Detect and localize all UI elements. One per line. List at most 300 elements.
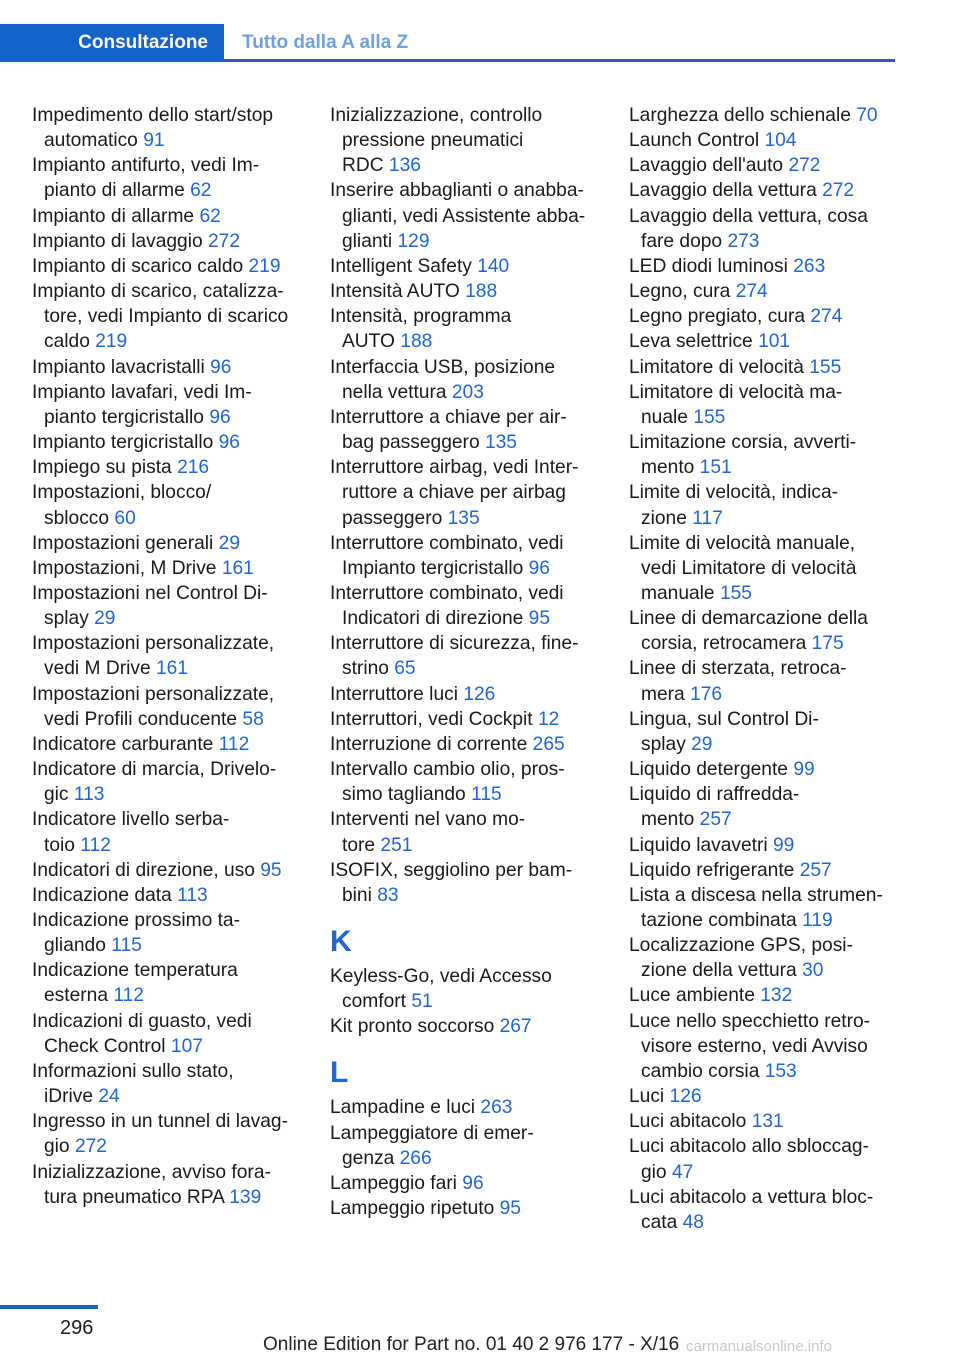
index-entry-text: splay <box>641 733 686 755</box>
index-entry-text: comfort <box>342 991 406 1013</box>
index-entry-text: Interfaccia USB, posizione <box>330 356 556 378</box>
page-link[interactable]: 99 <box>793 759 815 781</box>
index-entry-continuation <box>330 656 615 681</box>
index-entry-text: corsia, retrocamera <box>641 633 807 655</box>
page-link[interactable]: 272 <box>822 180 855 202</box>
index-entry <box>629 983 919 1008</box>
header-rule <box>224 59 895 62</box>
index-entry-text: glianti, vedi Assistente abba- <box>342 205 586 227</box>
index-entry-continuation <box>629 682 919 707</box>
index-entry <box>629 782 919 807</box>
index-entry <box>330 1196 615 1221</box>
index-entry-text: Indicazione prossimo ta- <box>32 910 240 931</box>
index-entry-text: Check Control <box>44 1035 166 1057</box>
index-column-2 <box>330 103 615 1221</box>
section-tab-consultazione[interactable]: Consultazione <box>0 24 224 62</box>
page-link[interactable]: 83 <box>377 884 399 906</box>
index-entry-text: Kit pronto soccorso <box>330 1016 495 1038</box>
index-entry-text: Linee di demarcazione della <box>629 608 868 630</box>
index-entry-text: Legno pregiato, cura <box>629 306 806 328</box>
index-entry-text: Lavaggio dell'auto <box>629 155 784 177</box>
index-entry-continuation <box>330 556 615 581</box>
index-entry <box>629 858 919 883</box>
page-link[interactable]: 112 <box>218 733 250 755</box>
page-link[interactable]: 62 <box>190 180 212 202</box>
index-entry <box>32 279 312 304</box>
index-entry-text: Indicazione data <box>32 884 172 906</box>
page-link[interactable]: 272 <box>74 1136 107 1158</box>
index-entry <box>32 631 312 656</box>
page-header <box>0 24 895 62</box>
index-entry <box>32 682 312 707</box>
index-entry <box>330 757 615 782</box>
index-letter-heading: L <box>330 1056 349 1090</box>
index-entry <box>32 430 312 455</box>
index-entry-text: tore <box>342 834 376 856</box>
index-entry-text: gio <box>641 1161 667 1183</box>
index-entry-text: Interruttori, vedi Cockpit <box>330 708 533 730</box>
page-link[interactable]: 219 <box>248 255 281 277</box>
index-entry-continuation <box>32 933 312 958</box>
index-entry <box>330 631 615 656</box>
page-link[interactable]: 251 <box>380 834 413 856</box>
index-entry-continuation <box>330 329 615 354</box>
page-link[interactable]: 65 <box>394 658 416 680</box>
index-entry-text: Interruttore luci <box>330 683 458 705</box>
index-entry <box>330 1121 615 1146</box>
index-entry-text: Localizzazione GPS, posi- <box>629 935 853 957</box>
index-entry <box>629 204 919 229</box>
section-tab-tutto-dalla-a-alla-z[interactable]: Tutto dalla A alla Z <box>242 32 409 53</box>
index-entry-continuation <box>330 606 615 631</box>
index-entry-text: Impostazioni generali <box>32 532 214 554</box>
page-link[interactable]: 48 <box>682 1211 704 1233</box>
page-link[interactable]: 96 <box>462 1172 484 1194</box>
edition-note: Online Edition for Part no. 01 40 2 976 177 - X/16 <box>263 1334 680 1355</box>
page-link[interactable]: 153 <box>764 1060 797 1082</box>
index-entry <box>330 405 615 430</box>
index-entry <box>32 355 312 380</box>
index-entry <box>32 229 312 254</box>
page-link[interactable]: 274 <box>735 281 768 303</box>
page-link[interactable]: 51 <box>411 991 433 1013</box>
index-entry-text: Interruttore combinato, vedi <box>330 532 564 554</box>
index-entry-text: Limite di velocità manuale, <box>629 532 856 554</box>
index-entry-text: Inizializzazione, avviso fora- <box>32 1161 271 1183</box>
index-entry-text: Lampeggio fari <box>330 1172 457 1194</box>
index-entry-text: Liquido lavavetri <box>629 834 768 856</box>
page-link[interactable]: 107 <box>170 1035 203 1057</box>
index-entry-text: manuale <box>641 582 715 604</box>
index-entry-text: cata <box>641 1211 678 1233</box>
index-entry-continuation <box>32 782 312 807</box>
index-entry-text: Indicatore di marcia, Drivelo- <box>32 759 277 781</box>
page-link[interactable]: 95 <box>528 608 551 630</box>
index-entry <box>629 178 919 203</box>
index-entry-continuation <box>32 983 312 1008</box>
page-link[interactable]: 155 <box>809 356 842 378</box>
index-entry <box>629 430 919 455</box>
index-entry <box>330 355 615 380</box>
index-entry-text: visore esterno, vedi Avviso <box>641 1035 868 1057</box>
index-entry <box>330 103 615 128</box>
page-link[interactable]: 113 <box>73 784 105 806</box>
index-entry-text: Inizializzazione, controllo <box>330 105 543 126</box>
index-entry-continuation <box>330 1146 615 1171</box>
page-link[interactable]: 96 <box>218 432 240 454</box>
page-link[interactable]: 29 <box>218 532 241 554</box>
page-link[interactable]: 272 <box>208 230 241 252</box>
index-entry <box>629 757 919 782</box>
index-entry <box>32 1160 312 1185</box>
page-link[interactable]: 117 <box>692 507 723 529</box>
index-entry-text: fare dopo <box>641 230 723 252</box>
page-link[interactable]: 24 <box>98 1086 120 1108</box>
page-link[interactable]: 219 <box>95 331 128 353</box>
page-link[interactable]: 135 <box>447 507 480 529</box>
index-entry-text: Liquido di raffredda- <box>629 784 800 806</box>
index-entry-text: Lampeggio ripetuto <box>330 1198 495 1220</box>
index-entry-continuation <box>629 405 919 430</box>
index-entry-text: nella vettura <box>342 381 447 403</box>
index-entry-continuation <box>32 128 312 153</box>
index-entry-text: genza <box>342 1147 395 1169</box>
index-entry-text: ISOFIX, seggiolino per bam- <box>330 859 573 881</box>
index-entry <box>330 279 615 304</box>
index-entry-text: Impostazioni, M Drive <box>32 557 217 579</box>
page-link[interactable]: 257 <box>699 809 732 831</box>
index-entry <box>629 355 919 380</box>
index-entry-continuation <box>330 229 615 254</box>
page-link[interactable]: 96 <box>209 406 231 428</box>
page-link[interactable]: 155 <box>693 406 726 428</box>
page-link[interactable]: 47 <box>671 1161 694 1183</box>
index-entry-text: Intervallo cambio olio, pros- <box>330 759 565 781</box>
page-link[interactable]: 112 <box>113 985 144 1007</box>
index-entry-text: Luce nello specchietto retro- <box>629 1010 871 1032</box>
index-entry-text: Impostazioni, blocco/ <box>32 482 212 504</box>
index-entry-text: Indicatore carburante <box>32 733 214 755</box>
index-entry-text: mento <box>641 809 695 831</box>
index-entry-text: Impianto di lavaggio <box>32 230 203 252</box>
page-link[interactable]: 95 <box>499 1198 521 1220</box>
page-link[interactable]: 126 <box>669 1086 702 1108</box>
index-entry-continuation <box>629 1034 919 1059</box>
index-entry-continuation <box>629 807 919 832</box>
index-entry-text: vedi M Drive <box>44 658 151 680</box>
index-entry-text: Informazioni sullo stato, <box>32 1060 234 1082</box>
index-entry-text: Linee di sterzata, retroca- <box>629 658 847 680</box>
index-entry-text: Interruzione di corrente <box>330 733 528 755</box>
index-entry <box>629 304 919 329</box>
index-entry <box>629 254 919 279</box>
index-entry <box>32 556 312 581</box>
page-link[interactable]: 135 <box>484 432 517 454</box>
index-entry-text: Impostazioni personalizzate, <box>32 683 275 705</box>
index-entry <box>629 707 919 732</box>
page-link[interactable]: 29 <box>691 733 713 755</box>
index-entry <box>629 1185 919 1210</box>
index-entry-continuation <box>32 656 312 681</box>
index-entry-continuation <box>330 153 615 178</box>
page-link[interactable]: 115 <box>471 784 502 806</box>
index-entry-continuation <box>32 1185 312 1210</box>
page-link[interactable]: 266 <box>399 1147 432 1169</box>
index-entry <box>330 254 615 279</box>
index-entry <box>32 807 312 832</box>
index-entry <box>32 1009 312 1034</box>
index-entry-text: Intensità, programma <box>330 306 512 328</box>
index-entry-text: Launch Control <box>629 130 760 152</box>
index-entry <box>32 254 312 279</box>
index-entry-text: Interventi nel vano mo- <box>330 809 526 831</box>
page-link[interactable]: 112 <box>80 834 111 856</box>
index-entry <box>32 380 312 405</box>
page-link[interactable]: 12 <box>537 708 560 730</box>
index-entry-text: tazione combinata <box>641 910 797 931</box>
index-entry-text: Indicazioni di guasto, vedi <box>32 1010 252 1032</box>
index-entry-text: Interruttore airbag, vedi Inter- <box>330 457 579 479</box>
page-link[interactable]: 188 <box>400 331 433 353</box>
index-entry-continuation <box>629 1160 919 1185</box>
index-entry <box>629 128 919 153</box>
page-link[interactable]: 188 <box>465 281 498 303</box>
page-link[interactable]: 115 <box>111 935 142 957</box>
index-entry-text: Lampeggiatore di emer- <box>330 1122 534 1144</box>
index-entry-text: mento <box>641 457 695 479</box>
index-entry-continuation <box>32 1034 312 1059</box>
index-entry-text: Limitazione corsia, avverti- <box>629 432 857 454</box>
index-entry-text: toio <box>44 834 75 856</box>
page-link[interactable]: 126 <box>463 683 496 705</box>
page-link[interactable]: 131 <box>751 1111 784 1133</box>
index-entry <box>629 531 919 556</box>
index-entry-text: Impedimento dello start/stop <box>32 105 274 126</box>
index-entry-text: Keyless-Go, vedi Accesso <box>330 966 552 987</box>
index-entry-text: Impianto di allarme <box>32 205 195 227</box>
page-link[interactable]: 267 <box>499 1016 532 1038</box>
index-entry <box>629 656 919 681</box>
index-entry-continuation <box>629 732 919 757</box>
index-entry <box>32 581 312 606</box>
index-entry-text: zione della vettura <box>641 960 797 982</box>
index-entry-text: caldo <box>44 331 90 353</box>
index-entry <box>629 1084 919 1109</box>
index-entry <box>629 103 919 128</box>
index-entry-text: Lampadine e luci <box>330 1097 476 1119</box>
page-link[interactable]: 96 <box>528 557 550 579</box>
page-link[interactable]: 140 <box>477 255 510 277</box>
index-entry-continuation <box>629 455 919 480</box>
index-entry-text: gliando <box>44 935 106 957</box>
index-entry-text: pianto di allarme <box>44 180 185 202</box>
index-entry-continuation <box>32 707 312 732</box>
index-entry <box>32 103 312 128</box>
page-link[interactable]: 101 <box>758 331 791 353</box>
index-entry <box>629 153 919 178</box>
index-entry-continuation <box>32 506 312 531</box>
page-link[interactable]: 161 <box>155 658 188 680</box>
page-link[interactable]: 263 <box>793 255 826 277</box>
index-entry-text: Interruttore combinato, vedi <box>330 582 564 604</box>
index-entry-text: sblocco <box>44 507 110 529</box>
index-entry-continuation <box>330 204 615 229</box>
page-link[interactable]: 91 <box>143 130 165 152</box>
page-link[interactable]: 175 <box>811 633 844 655</box>
index-entry <box>330 707 615 732</box>
index-entry-continuation <box>330 782 615 807</box>
index-entry-text: passeggero <box>342 507 443 529</box>
index-entry-text: Inserire abbaglianti o anabba- <box>330 180 584 202</box>
index-entry-text: Lista a discesa nella strumen- <box>629 884 883 906</box>
index-entry-continuation <box>629 506 919 531</box>
index-entry-continuation <box>629 631 919 656</box>
index-entry-text: bini <box>342 884 372 906</box>
page-link[interactable]: 203 <box>451 381 484 403</box>
index-entry-text: pianto tergicristallo <box>44 406 204 428</box>
index-entry-text: vedi Limitatore di velocità <box>641 557 857 579</box>
index-entry <box>32 1109 312 1134</box>
index-entry-text: Larghezza dello schienale <box>629 105 851 126</box>
index-entry-continuation <box>330 506 615 531</box>
page-link[interactable]: 151 <box>699 457 732 479</box>
index-entry <box>330 732 615 757</box>
index-entry-text: Interruttore di sicurezza, fine- <box>330 633 579 655</box>
page-link[interactable]: 257 <box>799 859 832 881</box>
page-link[interactable]: 60 <box>114 507 136 529</box>
page-link[interactable]: 155 <box>719 582 752 604</box>
index-entry-text: Indicatore livello serba- <box>32 809 230 831</box>
index-entry-continuation <box>330 128 615 153</box>
index-entry <box>330 304 615 329</box>
page-link[interactable]: 272 <box>788 155 821 177</box>
index-entry <box>330 807 615 832</box>
page-link[interactable]: 29 <box>94 608 116 630</box>
index-entry-continuation <box>330 380 615 405</box>
page-link[interactable]: 95 <box>260 859 282 881</box>
index-entry <box>330 1171 615 1196</box>
index-entry-text: Intelligent Safety <box>330 255 472 277</box>
index-entry <box>629 1009 919 1034</box>
index-entry-continuation <box>629 556 919 581</box>
page-link[interactable]: 216 <box>177 457 210 479</box>
index-entry-text: Lavaggio della vettura, cosa <box>629 205 868 227</box>
page-link[interactable]: 273 <box>727 230 760 252</box>
index-entry-text: Legno, cura <box>629 281 731 303</box>
index-entry <box>330 178 615 203</box>
page-link[interactable]: 129 <box>397 230 430 252</box>
page-link[interactable]: 62 <box>199 205 221 227</box>
page-link[interactable]: 161 <box>221 557 254 579</box>
page-link[interactable]: 99 <box>773 834 795 856</box>
index-entry-text: strino <box>342 658 389 680</box>
index-column-3 <box>629 103 919 1235</box>
page-link[interactable]: 70 <box>856 105 878 126</box>
index-entry-text: Impostazioni personalizzate, <box>32 633 275 655</box>
index-entry <box>330 964 615 989</box>
index-entry-continuation <box>629 958 919 983</box>
index-entry <box>32 757 312 782</box>
index-entry <box>629 883 919 908</box>
watermark: carmanualsonline.info <box>686 1338 832 1355</box>
page-link[interactable]: 104 <box>764 130 797 152</box>
index-entry-continuation <box>32 329 312 354</box>
index-entry-text: Luci abitacolo <box>629 1111 747 1133</box>
index-entry <box>32 858 312 883</box>
page-link[interactable]: 274 <box>810 306 843 328</box>
index-entry-text: gic <box>44 784 69 806</box>
index-entry-text: Indicazione temperatura <box>32 960 238 982</box>
index-entry-text: Impianto antifurto, vedi Im- <box>32 155 260 177</box>
index-entry-continuation <box>32 833 312 858</box>
page-link[interactable]: 96 <box>210 356 232 378</box>
page-link[interactable]: 113 <box>177 884 208 906</box>
index-entry-text: Limitatore di velocità ma- <box>629 381 843 403</box>
index-entry <box>629 1109 919 1134</box>
index-entry <box>32 153 312 178</box>
page-link[interactable]: 119 <box>802 910 833 931</box>
index-entry-continuation <box>629 1210 919 1235</box>
index-entry-text: Intensità AUTO <box>330 281 460 303</box>
index-entry-text: esterna <box>44 985 108 1007</box>
index-entry-continuation <box>330 833 615 858</box>
index-entry-text: Lavaggio della vettura <box>629 180 817 202</box>
index-entry-text: Limitatore di velocità <box>629 356 804 378</box>
index-entry <box>32 883 312 908</box>
index-entry-text: Ingresso in un tunnel di lavag- <box>32 1111 288 1133</box>
index-entry-text: iDrive <box>44 1086 94 1108</box>
page-link[interactable]: 265 <box>532 733 565 755</box>
index-entry <box>32 732 312 757</box>
page-link[interactable]: 176 <box>690 683 723 705</box>
index-entry <box>330 455 615 480</box>
index-entry-text: Luce ambiente <box>629 985 755 1007</box>
page-link[interactable]: 58 <box>242 708 264 730</box>
index-entry-text: Indicatori di direzione <box>342 608 524 630</box>
page-link[interactable]: 136 <box>388 155 421 177</box>
index-entry-text: Luci <box>629 1086 665 1108</box>
page-link[interactable]: 132 <box>760 985 793 1007</box>
page-link[interactable]: 139 <box>229 1186 262 1208</box>
index-entry-text: cambio corsia <box>641 1060 760 1082</box>
footer-accent-bar <box>0 1305 98 1309</box>
index-entry-continuation <box>629 229 919 254</box>
index-entry <box>32 958 312 983</box>
index-entry-text: ruttore a chiave per airbag <box>342 482 566 504</box>
index-entry-text: automatico <box>44 130 138 152</box>
index-entry <box>629 279 919 304</box>
index-entry-text: Impianto lavacristalli <box>32 356 205 378</box>
index-entry-continuation <box>330 430 615 455</box>
index-entry <box>629 933 919 958</box>
index-entry <box>629 480 919 505</box>
index-entry <box>32 1059 312 1084</box>
index-entry-text: zione <box>641 507 687 529</box>
page-link[interactable]: 30 <box>802 960 824 982</box>
page-link[interactable]: 263 <box>480 1097 513 1119</box>
index-entry <box>32 531 312 556</box>
index-entry <box>330 1014 615 1039</box>
index-entry <box>330 858 615 883</box>
index-entry <box>330 1095 615 1120</box>
index-entry-text: Limite di velocità, indica- <box>629 482 839 504</box>
index-entry <box>629 380 919 405</box>
index-entry-text: Impianto tergicristallo <box>32 432 214 454</box>
index-entry-text: Interruttore a chiave per air- <box>330 406 567 428</box>
index-entry-text: Impianto lavafari, vedi Im- <box>32 381 252 403</box>
index-entry-text: splay <box>44 608 89 630</box>
index-entry-text: Impiego su pista <box>32 457 172 479</box>
